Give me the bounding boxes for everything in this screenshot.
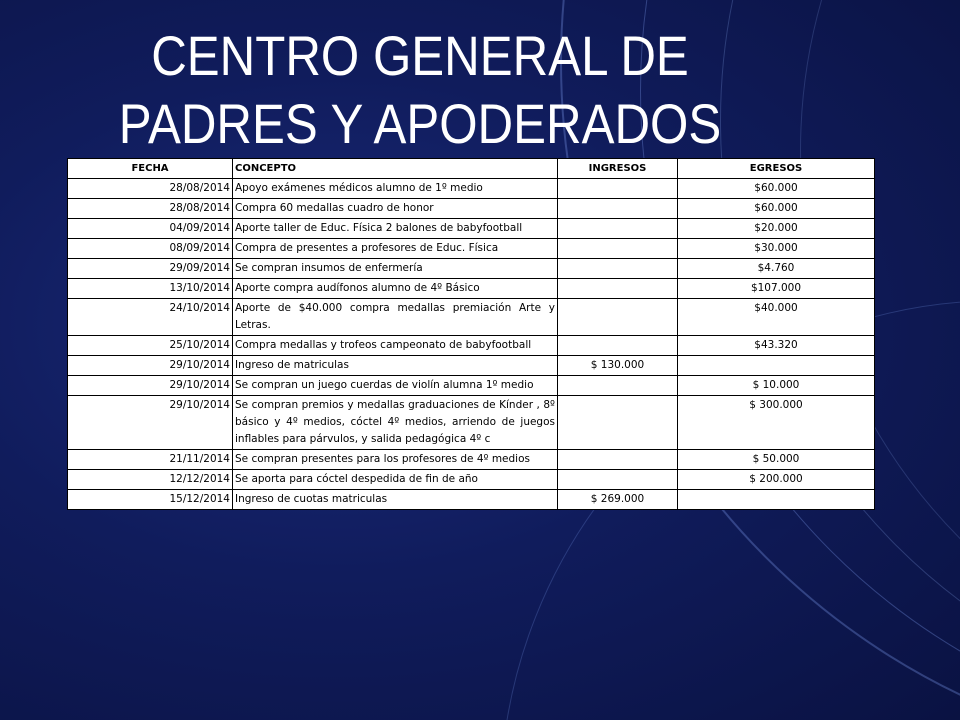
cell-egresos: $60.000 xyxy=(678,199,875,219)
table-row xyxy=(68,470,875,490)
cell-ingresos: $ 269.000 xyxy=(558,490,678,510)
cell-concepto: Se compran premios y medallas graduaciones de Kínder , 8º básico y 4º medios, cóctel 4º medios, arriendo de juegos inflables para párvulos, y salida pedagógica 4º c xyxy=(233,396,558,450)
cell-ingresos xyxy=(558,299,678,336)
cell-ingresos xyxy=(558,219,678,239)
table-row xyxy=(68,356,875,376)
cell-egresos: $ 10.000 xyxy=(678,376,875,396)
cell-ingresos xyxy=(558,396,678,450)
cell-fecha: 13/10/2014 xyxy=(68,279,233,299)
cell-fecha: 04/09/2014 xyxy=(68,219,233,239)
cell-fecha: 08/09/2014 xyxy=(68,239,233,259)
cell-concepto: Aporte compra audífonos alumno de 4º Básico xyxy=(233,279,558,299)
header-ingresos: INGRESOS xyxy=(558,159,678,179)
slide-title-line-2: PADRES Y APODERADOS xyxy=(118,92,722,155)
table-row xyxy=(68,179,875,199)
cell-egresos: $30.000 xyxy=(678,239,875,259)
table-row xyxy=(68,299,875,336)
cell-fecha: 29/09/2014 xyxy=(68,259,233,279)
cell-fecha: 12/12/2014 xyxy=(68,470,233,490)
cell-egresos xyxy=(678,490,875,510)
cell-ingresos xyxy=(558,376,678,396)
cell-ingresos: $ 130.000 xyxy=(558,356,678,376)
cell-concepto: Se compran insumos de enfermería xyxy=(233,259,558,279)
header-concepto: CONCEPTO xyxy=(233,159,558,179)
table-row xyxy=(68,376,875,396)
cell-egresos: $ 300.000 xyxy=(678,396,875,450)
cell-egresos: $43.320 xyxy=(678,336,875,356)
table-row xyxy=(68,259,875,279)
cell-fecha: 29/10/2014 xyxy=(68,376,233,396)
cell-concepto: Compra 60 medallas cuadro de honor xyxy=(233,199,558,219)
table-row xyxy=(68,219,875,239)
cell-ingresos xyxy=(558,179,678,199)
cell-egresos: $107.000 xyxy=(678,279,875,299)
table-row xyxy=(68,490,875,510)
cell-concepto: Ingreso de cuotas matriculas xyxy=(233,490,558,510)
cell-ingresos xyxy=(558,450,678,470)
table-row xyxy=(68,450,875,470)
cell-concepto: Se compran presentes para los profesores de 4º medios xyxy=(233,450,558,470)
cell-concepto: Aporte taller de Educ. Física 2 balones de babyfootball xyxy=(233,219,558,239)
cell-concepto: Se compran un juego cuerdas de violín alumna 1º medio xyxy=(233,376,558,396)
ledger-table xyxy=(67,158,875,510)
cell-ingresos xyxy=(558,470,678,490)
table-row xyxy=(68,336,875,356)
cell-ingresos xyxy=(558,336,678,356)
cell-concepto: Se aporta para cóctel despedida de fin de año xyxy=(233,470,558,490)
table-row xyxy=(68,239,875,259)
cell-ingresos xyxy=(558,279,678,299)
cell-concepto: Aporte de $40.000 compra medallas premiación Arte y Letras. xyxy=(233,299,558,336)
cell-fecha: 29/10/2014 xyxy=(68,356,233,376)
table-row xyxy=(68,396,875,450)
cell-egresos xyxy=(678,356,875,376)
slide-title-line-1: CENTRO GENERAL DE xyxy=(151,24,689,87)
cell-fecha: 24/10/2014 xyxy=(68,299,233,336)
cell-concepto: Ingreso de matriculas xyxy=(233,356,558,376)
cell-egresos: $ 200.000 xyxy=(678,470,875,490)
table-row xyxy=(68,279,875,299)
header-fecha: FECHA xyxy=(68,159,233,179)
cell-fecha: 25/10/2014 xyxy=(68,336,233,356)
ledger-body xyxy=(68,179,875,510)
cell-concepto: Compra medallas y trofeos campeonato de babyfootball xyxy=(233,336,558,356)
cell-fecha: 28/08/2014 xyxy=(68,179,233,199)
cell-egresos: $ 50.000 xyxy=(678,450,875,470)
table-row xyxy=(68,199,875,219)
cell-ingresos xyxy=(558,239,678,259)
cell-concepto: Compra de presentes a profesores de Educ. Física xyxy=(233,239,558,259)
cell-fecha: 29/10/2014 xyxy=(68,396,233,450)
cell-ingresos xyxy=(558,259,678,279)
cell-concepto: Apoyo exámenes médicos alumno de 1º medio xyxy=(233,179,558,199)
table-header-row xyxy=(68,159,875,179)
cell-ingresos xyxy=(558,199,678,219)
cell-egresos: $4.760 xyxy=(678,259,875,279)
cell-fecha: 28/08/2014 xyxy=(68,199,233,219)
cell-egresos: $40.000 xyxy=(678,299,875,336)
cell-fecha: 15/12/2014 xyxy=(68,490,233,510)
slide-title xyxy=(103,22,737,158)
cell-egresos: $60.000 xyxy=(678,179,875,199)
cell-fecha: 21/11/2014 xyxy=(68,450,233,470)
cell-egresos: $20.000 xyxy=(678,219,875,239)
header-egresos: EGRESOS xyxy=(678,159,875,179)
